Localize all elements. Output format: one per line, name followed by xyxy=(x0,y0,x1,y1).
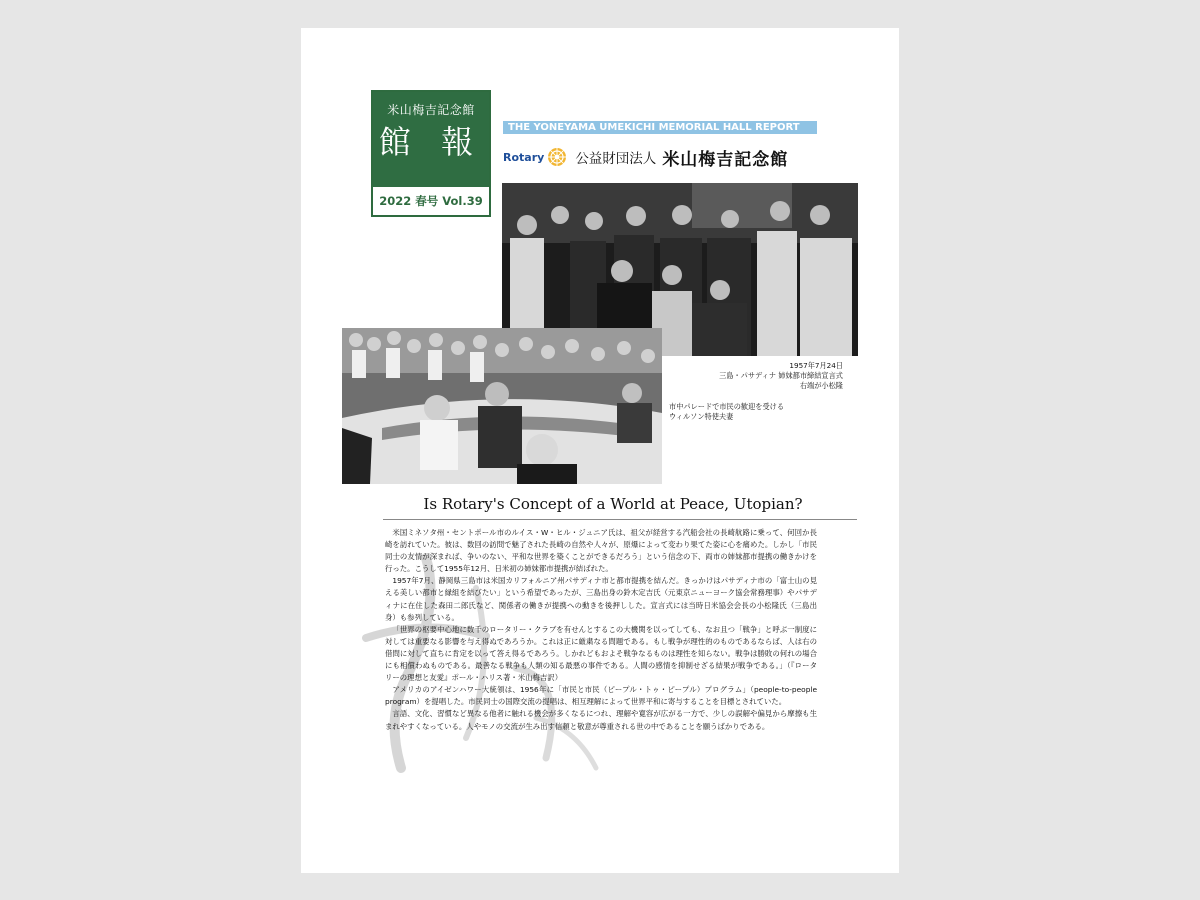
caption-line: 市中パレードで市民の歓迎を受ける xyxy=(669,402,785,411)
article-paragraph: 「世界の枢要中心地に数千のロータリー・クラブを有せんとするこの大機関を以ってしても、なお且つ「戦争」と呼ぶ一制度に対しては重要なる影響を与え得ぬであろうか。これは正に厳粛なる問題である。もし戦争が理性的のものであるならば、人は右の借問に対して直ちに肯定を以って答え得るであろう。しかれどもおよそ戦争なるものは理性を知らない。戦争は勝敗の何れの場合にも相償わぬものである。最善なる戦争も人類の知る最悪の事件である。人間の感情を抑制せざる結果が戦争である。」（『ロータリーの理想と友愛』ポール・ハリス著・米山梅吉訳） xyxy=(385,624,817,683)
issue-label: 2022 春号 Vol.39 xyxy=(379,194,483,208)
group-photo-caption xyxy=(673,361,843,391)
article-paragraph: 言語、文化、習慣など異なる他者に触れる機会が多くなるにつれ、理解や寛容が広がる一方で、少しの誤解や偏見から摩擦も生まれやすくなっている。人やモノの交流が生み出す信頼と敬意が尊重される世の中であることを願うばかりである。 xyxy=(385,709,817,731)
masthead-box xyxy=(371,90,491,217)
article-title: Is Rotary's Concept of a World at Peace, Utopian? xyxy=(423,495,803,513)
article-paragraph: 米国ミネソタ州・セントポール市のルイス・W・ヒル・ジュニア氏は、祖父が経営する汽船会社の長崎航路に乗って、何回か長崎を訪れていた。彼は、数回の訪問で魅了された長崎の自然や人々が、原爆によって変わり果てた姿に心を痛めた。しかし「市民同士の友情が深まれば、争いのない、平和な世界を築くことができるだろう」という信念の下、両市の姉妹都市提携の働きかけを行った。こうして1955年12月、日米初の姉妹都市提携が結ばれた。 xyxy=(385,528,817,574)
newsletter-page xyxy=(301,28,899,873)
caption-line: 三島・パサディナ 姉妹都市締結宣言式 xyxy=(719,371,843,380)
report-title-bar: THE YONEYAMA UMEKICHI MEMORIAL HALL REPORT xyxy=(503,121,817,134)
rotary-wheel-icon xyxy=(547,147,567,167)
parade-photo xyxy=(342,328,662,484)
article-paragraph: 1957年7月、静岡県三島市は米国カリフォルニア州パサディナ市と都市提携を結んだ。きっかけはパサディナ市の「富士山の見える美しい都市と縁組を結びたい」という希望であったが、三島出身の鈴木定吉氏（元東京ニューヨーク協会常務理事）やパサディナに在住した森田二郎氏など、関係者の働きが提携への動きを後押しした。宣言式には当時日米協会会長の小松隆氏（三島出身）も参列している。 xyxy=(385,576,817,622)
article-paragraph: アメリカのアイゼンハワー大統領は、1956年に「市民と市民（ピープル・トゥ・ピープル）プログラム」（people-to-people program）を提唱した。市民同士の国際交流の提唱は、相互理解によって世界平和に寄与することを目標とされていた。 xyxy=(385,685,817,707)
parade-photo-caption xyxy=(669,402,819,422)
masthead-org-name: 米山梅吉記念館 xyxy=(387,103,475,117)
article-body xyxy=(385,527,817,733)
masthead-title-block xyxy=(373,92,489,187)
caption-line: ウィルソン特使夫妻 xyxy=(669,412,734,421)
masthead-title: 館 報 xyxy=(378,123,484,161)
rotary-wordmark: Rotary xyxy=(503,150,545,164)
foundation-prefix: 公益財団法人 xyxy=(575,151,657,167)
foundation-line xyxy=(503,145,833,169)
caption-line: 右端が小松隆 xyxy=(799,381,843,390)
foundation-name: 米山梅吉記念館 xyxy=(662,149,789,170)
caption-line: 1957年7月24日 xyxy=(789,361,843,370)
